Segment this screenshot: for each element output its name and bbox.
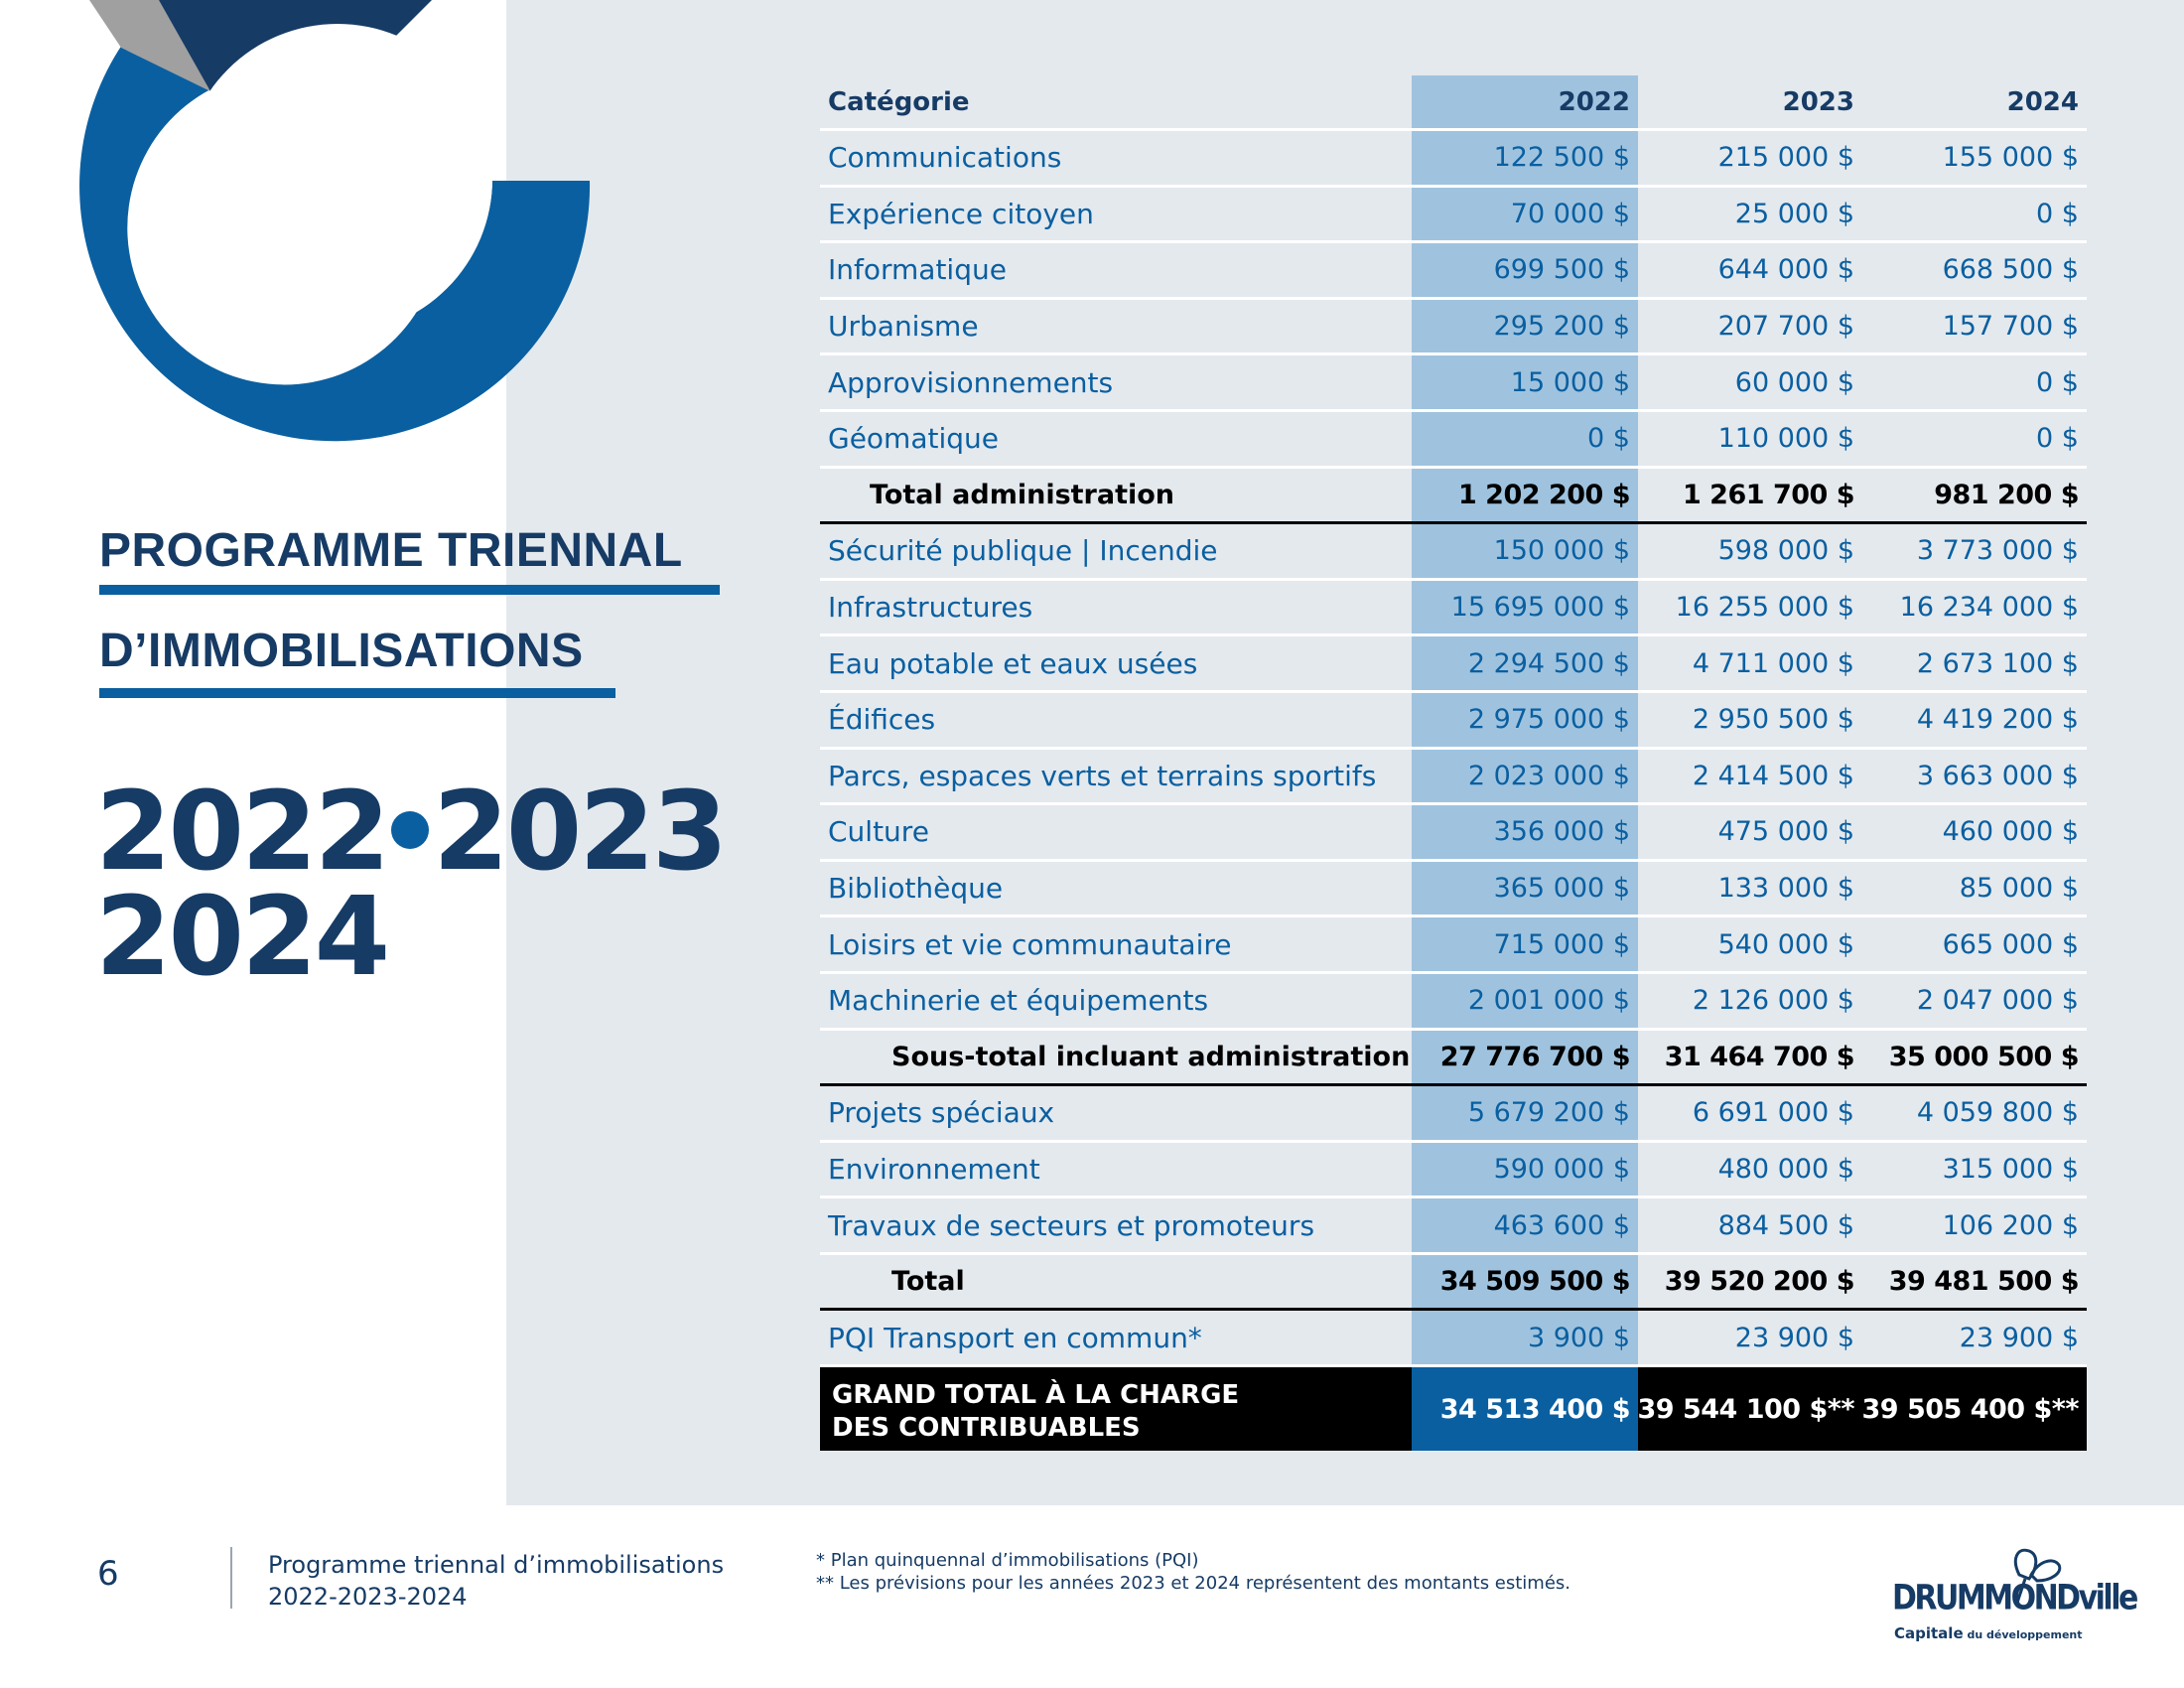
value-2024: 0 $ (2036, 366, 2079, 398)
year-separator-dot (391, 811, 429, 849)
value-2024: 155 000 $ (1942, 142, 2079, 174)
value-2023: 475 000 $ (1717, 816, 1854, 848)
header-2022: 2022 (1558, 86, 1630, 117)
value-2022: 2 023 000 $ (1467, 760, 1630, 791)
row-category: Total (891, 1266, 965, 1298)
footer-document-title (268, 1549, 724, 1613)
donut-graphic (0, 0, 615, 457)
value-2023: 39 520 200 $ (1664, 1266, 1854, 1298)
row-category: PQI Transport en commun* (828, 1321, 1202, 1354)
total-administration-row (820, 469, 2087, 525)
heading-line-2: D’IMMOBILISATIONS (99, 625, 584, 677)
logo-tagline (1894, 1624, 2083, 1642)
table-row (820, 131, 2087, 188)
table-row (820, 805, 2087, 862)
value-2024: 981 200 $ (1934, 479, 2079, 510)
row-category: Géomatique (828, 422, 999, 456)
value-2024: 106 200 $ (1942, 1209, 2079, 1241)
footer-divider (230, 1547, 232, 1609)
value-2023: 16 255 000 $ (1675, 592, 1854, 624)
value-2022: 2 001 000 $ (1467, 985, 1630, 1017)
heading-line-1: PROGRAMME TRIENNAL (99, 524, 683, 577)
row-category: Urbanisme (828, 310, 979, 344)
header-2024: 2024 (2006, 86, 2079, 117)
value-2022: 0 $ (1587, 423, 1630, 455)
footnote-2: ** Les prévisions pour les années 2023 et 2024 représentent des montants estimés. (816, 1573, 1571, 1594)
row-category: Parcs, espaces verts et terrains sportifs (828, 759, 1377, 792)
value-2023: 480 000 $ (1717, 1153, 1854, 1185)
value-2024: 2 047 000 $ (1916, 985, 2079, 1017)
table-row (820, 862, 2087, 918)
row-category: Culture (828, 815, 929, 849)
value-2022: 365 000 $ (1493, 873, 1630, 905)
row-category: Édifices (828, 703, 936, 737)
value-2024: 665 000 $ (1942, 928, 2079, 960)
row-category: Eau potable et eaux usées (828, 646, 1198, 680)
row-category: Machinerie et équipements (828, 984, 1209, 1018)
value-2022: 590 000 $ (1493, 1153, 1630, 1185)
value-2023: 2 950 500 $ (1692, 704, 1854, 736)
grand-total-label (832, 1379, 1239, 1445)
value-2024: 668 500 $ (1942, 254, 2079, 286)
table-row (820, 917, 2087, 974)
value-2024: 460 000 $ (1942, 816, 2079, 848)
row-category: Projets spéciaux (828, 1096, 1055, 1130)
value-2023: 1 261 700 $ (1683, 479, 1854, 510)
row-category: Loisirs et vie communautaire (828, 927, 1232, 961)
footer-title-line-1: Programme triennal d’immobilisations (268, 1551, 725, 1579)
years-line-2 (95, 873, 388, 1000)
value-2023: 60 000 $ (1734, 366, 1854, 398)
year-2024: 2024 (95, 873, 388, 1000)
grand-total-label-line-1: GRAND TOTAL À LA CHARGE (832, 1380, 1240, 1411)
table-row (820, 300, 2087, 356)
row-category: Expérience citoyen (828, 197, 1094, 230)
value-2022: 15 695 000 $ (1450, 592, 1630, 624)
table-row (820, 1086, 2087, 1143)
table-header-row (820, 75, 2087, 131)
value-2024: 3 773 000 $ (1916, 535, 2079, 567)
footnote-1: * Plan quinquennal d’immobilisations (PQI) (816, 1550, 1199, 1571)
logo-tagline-rest: du développement (1963, 1628, 2083, 1641)
value-2023: 207 700 $ (1717, 311, 1854, 343)
grand-total-2022: 34 513 400 $ (1439, 1393, 1630, 1425)
subtotal-row (820, 1031, 2087, 1087)
value-2023: 2 414 500 $ (1692, 760, 1854, 791)
value-2023: 2 126 000 $ (1692, 985, 1854, 1017)
table-row (820, 636, 2087, 693)
table-row (820, 750, 2087, 806)
years-line-1 (95, 768, 726, 895)
footnotes (816, 1549, 1570, 1595)
table-row (820, 524, 2087, 581)
year-2023: 2023 (433, 768, 726, 895)
value-2022: 2 975 000 $ (1467, 704, 1630, 736)
value-2023: 598 000 $ (1717, 535, 1854, 567)
value-2024: 4 419 200 $ (1916, 704, 2079, 736)
value-2023: 6 691 000 $ (1692, 1097, 1854, 1129)
value-2022: 3 900 $ (1527, 1322, 1630, 1353)
row-category: Infrastructures (828, 591, 1033, 625)
value-2023: 133 000 $ (1717, 873, 1854, 905)
value-2022: 463 600 $ (1493, 1209, 1630, 1241)
value-2024: 0 $ (2036, 423, 2079, 455)
table-row (820, 188, 2087, 244)
table-row (820, 1198, 2087, 1255)
value-2024: 0 $ (2036, 198, 2079, 229)
logo-wordmark: DRUMMONDville (1892, 1578, 2136, 1618)
table-row (820, 412, 2087, 469)
value-2024: 35 000 500 $ (1888, 1041, 2079, 1072)
value-2023: 25 000 $ (1734, 198, 1854, 229)
value-2023: 644 000 $ (1717, 254, 1854, 286)
footer-title-line-2: 2022-2023-2024 (268, 1583, 468, 1611)
value-2022: 715 000 $ (1493, 928, 1630, 960)
value-2023: 23 900 $ (1734, 1322, 1854, 1353)
heading-underline-1 (99, 585, 720, 595)
value-2022: 699 500 $ (1493, 254, 1630, 286)
row-category: Sécurité publique | Incendie (828, 534, 1218, 568)
table-row (820, 243, 2087, 300)
budget-table (820, 75, 2087, 1451)
page-number: 6 (97, 1554, 119, 1594)
table-row (820, 693, 2087, 750)
header-2023: 2023 (1782, 86, 1854, 117)
total-row (820, 1255, 2087, 1312)
value-2022: 122 500 $ (1493, 142, 1630, 174)
value-2024: 4 059 800 $ (1916, 1097, 2079, 1129)
grand-total-label-line-2: DES CONTRIBUABLES (832, 1413, 1141, 1444)
value-2024: 157 700 $ (1942, 311, 2079, 343)
value-2022: 1 202 200 $ (1458, 479, 1630, 510)
value-2024: 23 900 $ (1959, 1322, 2079, 1353)
value-2022: 150 000 $ (1493, 535, 1630, 567)
value-2022: 15 000 $ (1510, 366, 1630, 398)
value-2022: 5 679 200 $ (1467, 1097, 1630, 1129)
value-2024: 85 000 $ (1959, 873, 2079, 905)
row-category: Travaux de secteurs et promoteurs (828, 1208, 1315, 1242)
grand-total-2023: 39 544 100 $** (1637, 1393, 1854, 1425)
value-2023: 110 000 $ (1717, 423, 1854, 455)
logo-tagline-main: Capitale (1894, 1624, 1964, 1642)
value-2024: 3 663 000 $ (1916, 760, 2079, 791)
value-2022: 27 776 700 $ (1439, 1041, 1630, 1072)
value-2024: 16 234 000 $ (1899, 592, 2079, 624)
row-category: Informatique (828, 253, 1007, 287)
value-2022: 356 000 $ (1493, 816, 1630, 848)
grand-total-row (820, 1367, 2087, 1451)
year-2022: 2022 (95, 768, 388, 895)
value-2022: 70 000 $ (1510, 198, 1630, 229)
row-category: Environnement (828, 1152, 1040, 1186)
row-category: Approvisionnements (828, 365, 1114, 399)
row-category: Total administration (870, 479, 1175, 510)
value-2023: 4 711 000 $ (1692, 647, 1854, 679)
row-category: Sous-total incluant administration (891, 1041, 1411, 1072)
value-2023: 31 464 700 $ (1664, 1041, 1854, 1072)
table-row (820, 974, 2087, 1031)
grand-total-2024: 39 505 400 $** (1861, 1393, 2079, 1425)
value-2023: 215 000 $ (1717, 142, 1854, 174)
heading-underline-2 (99, 688, 615, 698)
value-2022: 295 200 $ (1493, 311, 1630, 343)
table-row (820, 1143, 2087, 1199)
row-category: Bibliothèque (828, 872, 1004, 906)
value-2024: 39 481 500 $ (1888, 1266, 2079, 1298)
value-2023: 884 500 $ (1717, 1209, 1854, 1241)
row-category: Communications (828, 141, 1062, 175)
value-2023: 540 000 $ (1717, 928, 1854, 960)
table-row (820, 355, 2087, 412)
header-category: Catégorie (828, 86, 970, 117)
value-2024: 315 000 $ (1942, 1153, 2079, 1185)
value-2022: 2 294 500 $ (1467, 647, 1630, 679)
value-2022: 34 509 500 $ (1439, 1266, 1630, 1298)
table-row (820, 581, 2087, 637)
pqi-row (820, 1311, 2087, 1367)
value-2024: 2 673 100 $ (1916, 647, 2079, 679)
